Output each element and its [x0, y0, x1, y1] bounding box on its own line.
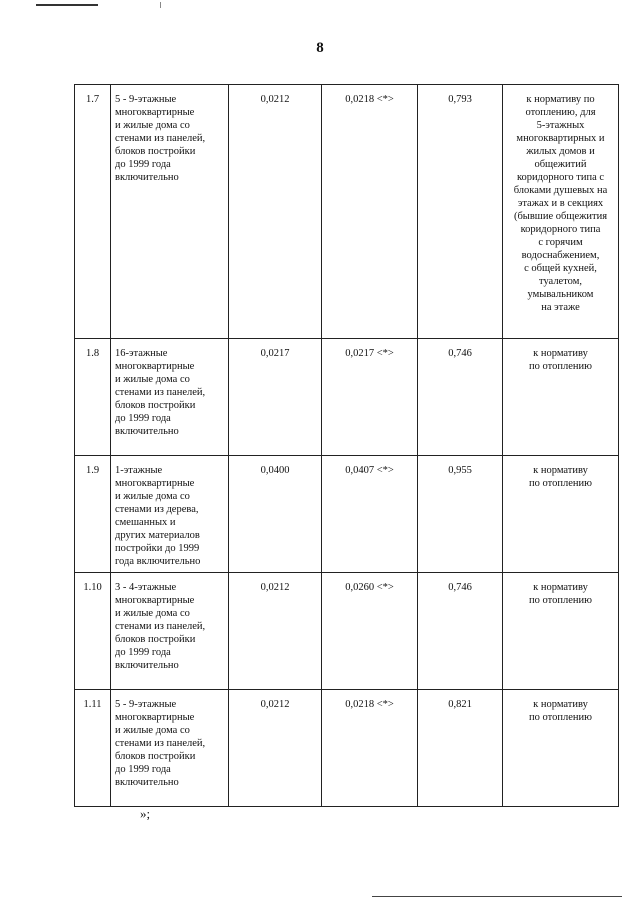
note-cell-line: отоплению, для — [525, 107, 596, 118]
value1-cell: 0,0212 — [229, 573, 322, 690]
page-number: 8 — [316, 40, 324, 56]
value1-cell: 0,0212 — [229, 690, 322, 807]
note-cell — [503, 85, 619, 339]
description-cell-line: стенами из панелей, — [115, 133, 206, 144]
description-cell-line: включительно — [115, 660, 179, 671]
description-cell-line: других материалов — [115, 530, 200, 541]
description-cell — [111, 339, 229, 456]
description-cell-line: многоквартирные — [115, 478, 195, 489]
table-row — [75, 573, 619, 690]
note-cell-line: на этаже — [541, 302, 580, 313]
description-cell-line: и жилые дома со — [115, 725, 190, 736]
note-cell-line: к нормативу — [533, 465, 588, 476]
note-cell-line: общежитий — [534, 159, 587, 170]
note-cell — [503, 456, 619, 573]
description-cell-line: многоквартирные — [115, 712, 195, 723]
description-cell-line: года включительно — [115, 556, 201, 567]
description-cell — [111, 573, 229, 690]
row-number-cell: 1.11 — [75, 690, 111, 807]
row-number-cell: 1.8 — [75, 339, 111, 456]
description-cell-line: блоков постройки — [115, 634, 196, 645]
table-row — [75, 85, 619, 339]
note-cell-line: этажах и в секциях — [517, 198, 604, 209]
row-number-cell: 1.10 — [75, 573, 111, 690]
scan-artifact-bottom — [372, 896, 622, 897]
tariff-table — [74, 84, 619, 807]
value1-cell: 0,0217 — [229, 339, 322, 456]
description-cell-line: стенами из панелей, — [115, 738, 206, 749]
value2-cell: 0,0260 <*> — [322, 573, 418, 690]
value3-cell: 0,793 — [418, 85, 503, 339]
note-cell — [503, 573, 619, 690]
note-cell-line: к нормативу по — [526, 94, 595, 105]
description-cell — [111, 456, 229, 573]
note-cell-line: по отоплению — [529, 595, 592, 606]
description-cell-line: включительно — [115, 172, 179, 183]
description-cell-line: 3 - 4-этажные — [115, 582, 177, 593]
note-cell-line: жилых домов и — [526, 146, 595, 157]
value2-cell: 0,0217 <*> — [322, 339, 418, 456]
note-cell-line: умывальником — [527, 289, 594, 300]
description-cell-line: многоквартирные — [115, 361, 195, 372]
value3-cell: 0,955 — [418, 456, 503, 573]
description-cell-line: 5 - 9-этажные — [115, 94, 177, 105]
description-cell — [111, 690, 229, 807]
description-cell-line: и жилые дома со — [115, 608, 190, 619]
row-number-cell: 1.7 — [75, 85, 111, 339]
note-cell-line: по отоплению — [529, 361, 592, 372]
note-cell-line: водоснабжением, — [521, 250, 600, 261]
description-cell-line: блоков постройки — [115, 400, 196, 411]
value1-cell: 0,0212 — [229, 85, 322, 339]
table-body — [75, 85, 619, 807]
table-row — [75, 339, 619, 456]
description-cell-line: до 1999 года — [115, 764, 171, 775]
description-cell-line: до 1999 года — [115, 647, 171, 658]
scan-artifact-dot — [160, 2, 161, 8]
note-cell-line: туалетом, — [539, 276, 582, 287]
description-cell-line: 16-этажные — [115, 348, 168, 359]
note-cell-line: многоквартирных и — [516, 133, 605, 144]
description-cell-line: до 1999 года — [115, 413, 171, 424]
note-cell-line: по отоплению — [529, 478, 592, 489]
description-cell-line: до 1999 года — [115, 159, 171, 170]
value3-cell: 0,746 — [418, 339, 503, 456]
note-cell-line: с общей кухней, — [524, 263, 597, 274]
table-row — [75, 690, 619, 807]
value3-cell: 0,821 — [418, 690, 503, 807]
description-cell-line: 5 - 9-этажные — [115, 699, 177, 710]
note-cell — [503, 339, 619, 456]
note-cell-line: к нормативу — [533, 699, 588, 710]
note-cell-line: к нормативу — [533, 348, 588, 359]
description-cell-line: стенами из дерева, — [115, 504, 199, 515]
note-cell-line: к нормативу — [533, 582, 588, 593]
description-cell-line: смешанных и — [115, 517, 176, 528]
value2-cell: 0,0407 <*> — [322, 456, 418, 573]
closing-quote: »; — [140, 806, 151, 821]
note-cell-line: 5-этажных — [536, 120, 585, 131]
description-cell-line: стенами из панелей, — [115, 621, 206, 632]
description-cell-line: и жилые дома со — [115, 120, 190, 131]
note-cell-line: блоками душевых на — [513, 185, 608, 196]
description-cell — [111, 85, 229, 339]
note-cell-line: (бывшие общежития — [513, 211, 608, 222]
description-cell-line: включительно — [115, 777, 179, 788]
scan-artifact-top — [36, 4, 98, 6]
description-cell-line: включительно — [115, 426, 179, 437]
note-cell — [503, 690, 619, 807]
description-cell-line: многоквартирные — [115, 595, 195, 606]
description-cell-line: 1-этажные — [115, 465, 163, 476]
description-cell-line: блоков постройки — [115, 751, 196, 762]
note-cell-line: по отоплению — [529, 712, 592, 723]
description-cell-line: многоквартирные — [115, 107, 195, 118]
description-cell-line: блоков постройки — [115, 146, 196, 157]
value2-cell: 0,0218 <*> — [322, 85, 418, 339]
value1-cell: 0,0400 — [229, 456, 322, 573]
note-cell-line: коридорного типа с — [516, 172, 605, 183]
note-cell-line: с горячим — [538, 237, 583, 248]
row-number-cell: 1.9 — [75, 456, 111, 573]
table-row — [75, 456, 619, 573]
value2-cell: 0,0218 <*> — [322, 690, 418, 807]
description-cell-line: постройки до 1999 — [115, 543, 200, 554]
description-cell-line: стенами из панелей, — [115, 387, 206, 398]
description-cell-line: и жилые дома со — [115, 374, 190, 385]
description-cell-line: и жилые дома со — [115, 491, 190, 502]
note-cell-line: коридорного типа — [520, 224, 601, 235]
value3-cell: 0,746 — [418, 573, 503, 690]
